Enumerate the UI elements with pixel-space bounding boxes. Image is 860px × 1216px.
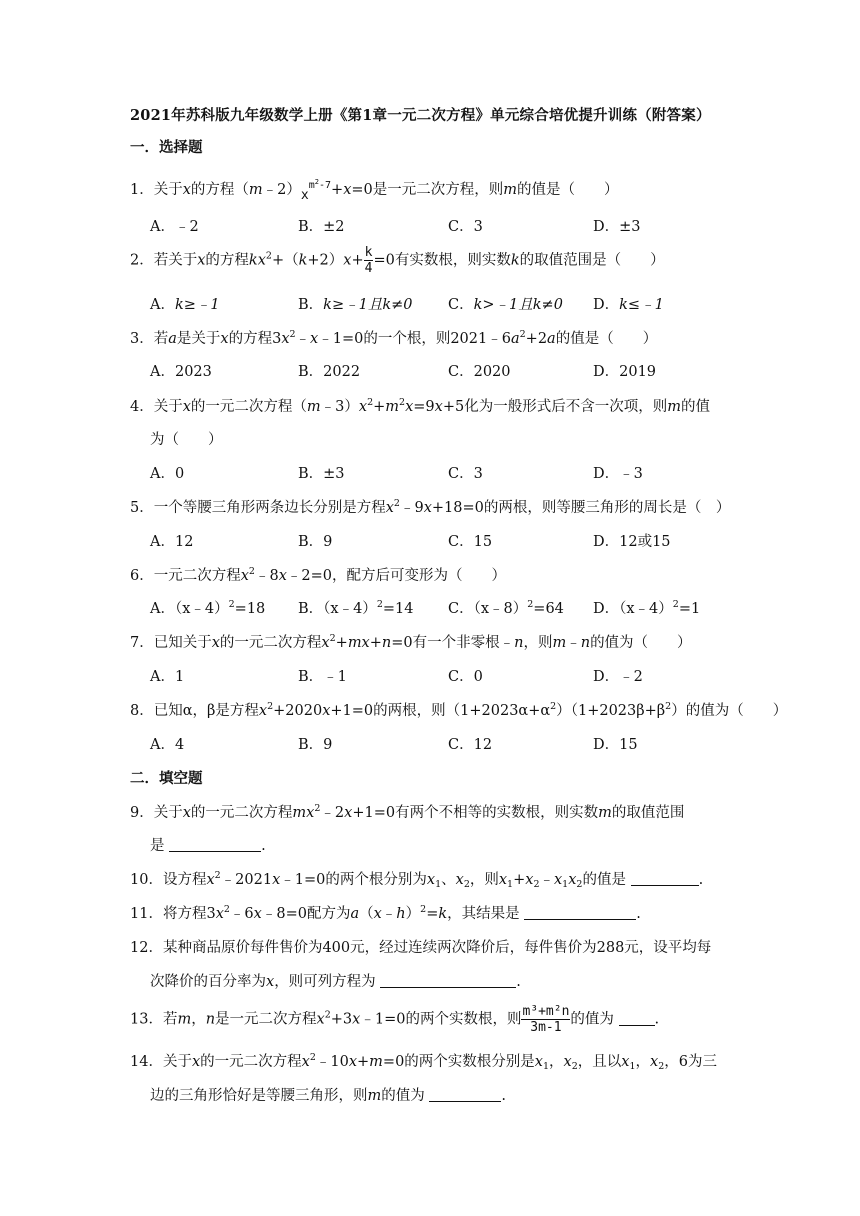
q6-option-b: B．（x﹣4）$^2$=14 bbox=[298, 599, 414, 617]
q1-option-a: A．﹣2 bbox=[150, 219, 199, 235]
q6-option-c: C．（x﹣8）$^2$=64 bbox=[448, 599, 564, 617]
question-4-line-2: 为（ ） bbox=[150, 432, 223, 448]
q3-option-c: C．2020 bbox=[448, 364, 511, 380]
q2-option-d: D．k≤﹣1 bbox=[593, 297, 664, 313]
question-3: 3．若a是关于x的方程$3x^2﹣x﹣1=0$的一个根，则$2021﹣6a^2+2a$的值是（ ） bbox=[130, 329, 658, 347]
q3-option-b: B．2022 bbox=[298, 364, 361, 380]
q8-option-c: C．12 bbox=[448, 737, 493, 753]
q3-option-d: D．2019 bbox=[593, 364, 657, 380]
q4-option-b: B．±3 bbox=[298, 466, 345, 482]
q2-option-b: B．k≥﹣1且k≠0 bbox=[298, 297, 413, 313]
question-12-line-2: 次降价的百分率为x，则可列方程为 . bbox=[150, 974, 521, 990]
document-title: 2021年苏科版九年级数学上册《第1章一元二次方程》单元综合培优提升训练（附答案） bbox=[130, 107, 711, 124]
q5-option-b: B．9 bbox=[298, 534, 333, 550]
question-7: 7．已知关于x的一元二次方程$x^2+mx+n=0$有一个非零根﹣n，则m﹣n的值为（ ） bbox=[130, 633, 692, 651]
q1-option-b: B．±2 bbox=[298, 219, 345, 235]
question-1: 1．关于x的方程$(m﹣2)x^{m^2-7}+x=0$是一元二次方程，则m的值是（ ） bbox=[130, 178, 619, 203]
q5-option-d: D．12或15 bbox=[593, 534, 671, 550]
q8-option-d: D．15 bbox=[593, 737, 638, 753]
q8-option-a: A．4 bbox=[150, 737, 185, 753]
q14-answer-blank[interactable] bbox=[429, 1087, 501, 1102]
q8-option-b: B．9 bbox=[298, 737, 333, 753]
q5-option-c: C．15 bbox=[448, 534, 493, 550]
question-5: 5．一个等腰三角形两条边长分别是方程$x^2﹣9x+18=0$的两根，则等腰三角形的周长是（ ） bbox=[130, 498, 731, 516]
q13-answer-blank[interactable] bbox=[619, 1011, 655, 1026]
section-choice-heading: 一．选择题 bbox=[130, 139, 203, 156]
q9-answer-blank[interactable] bbox=[169, 837, 261, 852]
question-4: 4．关于x的一元二次方程$(m﹣3)x^2+m^2x=9x+5$化为一般形式后不含一次项，则m的值 bbox=[130, 397, 710, 415]
q7-option-d: D．﹣2 bbox=[593, 669, 643, 685]
q1-option-c: C．3 bbox=[448, 219, 483, 235]
question-14: 14．关于x的一元二次方程$x^2﹣10x+m=0$的两个实数根分别是$x_1$，$x_2$，且以$x_1$，$x_2$，6为三 bbox=[130, 1052, 717, 1072]
q3-option-a: A．2023 bbox=[150, 364, 212, 380]
q4-option-c: C．3 bbox=[448, 466, 483, 482]
q12-answer-blank[interactable] bbox=[380, 973, 516, 988]
question-9-line-2: 是 . bbox=[150, 838, 266, 854]
q2-fraction: $\frac{k}{4}$ bbox=[364, 245, 373, 276]
q13-fraction: $\frac{\text{m³+m²n}}{3m-1}$ bbox=[522, 1004, 570, 1035]
q1-option-d: D．±3 bbox=[593, 219, 641, 235]
question-8: 8．已知α，β是方程$x^2+2020x+1=0$的两根，则$(1+2023\alpha+\alpha^2)(1+2023\beta+\beta^2)$的值为（ ） bbox=[130, 701, 788, 719]
q2-option-a: A．k≥﹣1 bbox=[150, 297, 220, 313]
q4-option-a: A．0 bbox=[150, 466, 185, 482]
q6-option-a: A．（x﹣4）$^2$=18 bbox=[150, 599, 266, 617]
q6-option-d: D．（x﹣4）$^2$=1 bbox=[593, 599, 701, 617]
q2-option-c: C．k>﹣1且k≠0 bbox=[448, 297, 563, 313]
question-12: 12．某种商品原价每件售价为400元，经过连续两次降价后，每件售价为288元，设平均每 bbox=[130, 940, 712, 956]
q10-answer-blank[interactable] bbox=[631, 871, 699, 886]
q11-answer-blank[interactable] bbox=[524, 905, 636, 920]
section-fill-heading: 二．填空题 bbox=[130, 770, 203, 787]
q7-option-a: A．1 bbox=[150, 669, 185, 685]
question-11: 11．将方程$3x^2﹣6x﹣8=0$配方为a（x﹣h）$^2$=k，其结果是 . bbox=[130, 904, 641, 922]
question-13: 13．若m，n是一元二次方程$x^2+3x﹣1=0$的两个实数根，则 $\frac{\text{m³+m²n}}{3m-1}$ 的值为 . bbox=[130, 1004, 660, 1035]
q5-option-a: A．12 bbox=[150, 534, 194, 550]
question-2: 2．若关于x的方程$kx^2+(k+2)x+$ $\frac{k}{4}$ =0有实数根，则实数k的取值范围是（ ） bbox=[130, 245, 665, 276]
question-9: 9．关于x的一元二次方程$mx^2﹣2x+1=0$有两个不相等的实数根，则实数m的取值范围 bbox=[130, 803, 685, 821]
question-14-line-2: 边的三角形恰好是等腰三角形，则m的值为 . bbox=[150, 1088, 506, 1104]
question-6: 6．一元二次方程$x^2﹣8x﹣2=0$，配方后可变形为（ ） bbox=[130, 566, 506, 584]
question-10: 10．设方程$x^2﹣2021x﹣1=0$的两个根分别为$x_1$、$x_2$，则$x_1+x_2﹣x_1x_2$的值是 . bbox=[130, 870, 704, 890]
q7-option-c: C．0 bbox=[448, 669, 483, 685]
q4-option-d: D．﹣3 bbox=[593, 466, 643, 482]
q7-option-b: B．﹣1 bbox=[298, 669, 347, 685]
